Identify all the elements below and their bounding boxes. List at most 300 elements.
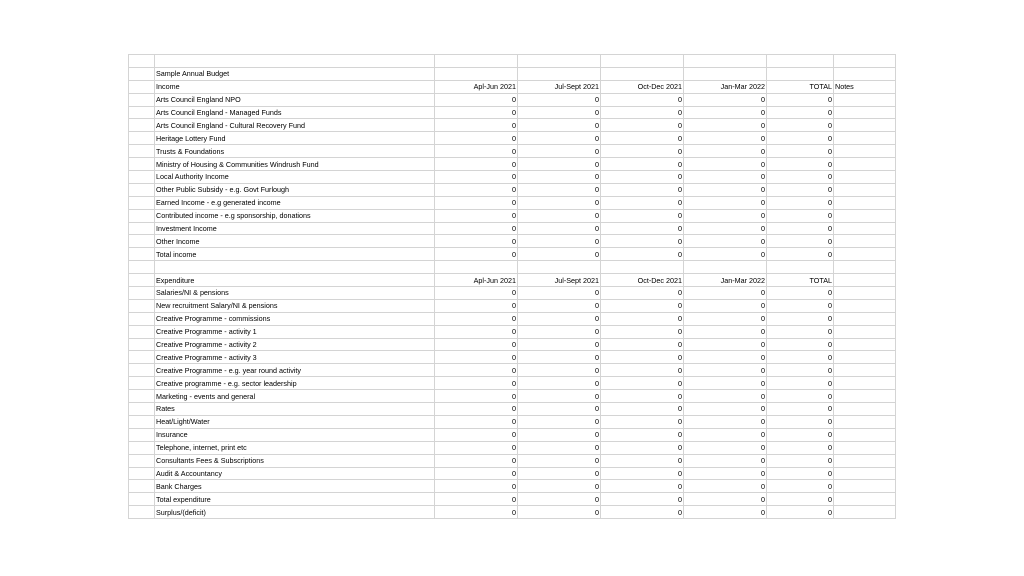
notes-cell[interactable] — [834, 196, 896, 209]
expenditure-row-value[interactable]: 0 — [601, 493, 684, 506]
empty-cell[interactable] — [129, 338, 155, 351]
expenditure-period-header[interactable]: Jan-Mar 2022 — [684, 274, 767, 287]
expenditure-row-label[interactable]: Creative Programme - commissions — [155, 312, 435, 325]
expenditure-row-value[interactable]: 0 — [601, 506, 684, 519]
expenditure-row-label[interactable]: New recruitment Salary/NI & pensions — [155, 299, 435, 312]
empty-cell[interactable] — [129, 67, 155, 80]
empty-cell[interactable] — [129, 506, 155, 519]
income-row-value[interactable]: 0 — [518, 145, 601, 158]
income-row-value[interactable]: 0 — [518, 106, 601, 119]
income-row-value[interactable]: 0 — [518, 209, 601, 222]
expenditure-row-value[interactable]: 0 — [601, 364, 684, 377]
notes-cell[interactable] — [834, 506, 896, 519]
empty-cell[interactable] — [518, 261, 601, 274]
income-row-value[interactable]: 0 — [601, 196, 684, 209]
empty-cell[interactable] — [767, 67, 834, 80]
income-row-label[interactable]: Contributed income - e.g sponsorship, donations — [155, 209, 435, 222]
empty-cell[interactable] — [834, 55, 896, 68]
empty-cell[interactable] — [129, 158, 155, 171]
income-row-value[interactable]: 0 — [684, 145, 767, 158]
expenditure-row-value[interactable]: 0 — [518, 377, 601, 390]
expenditure-row-value[interactable]: 0 — [518, 480, 601, 493]
expenditure-row-value[interactable]: 0 — [684, 338, 767, 351]
empty-cell[interactable] — [129, 493, 155, 506]
income-row-value[interactable]: 0 — [684, 158, 767, 171]
expenditure-row-value[interactable]: 0 — [601, 287, 684, 300]
income-row-value[interactable]: 0 — [601, 171, 684, 184]
expenditure-row-value[interactable]: 0 — [518, 312, 601, 325]
income-row-value[interactable]: 0 — [435, 93, 518, 106]
expenditure-row-value[interactable]: 0 — [435, 467, 518, 480]
income-row-value[interactable]: 0 — [684, 171, 767, 184]
expenditure-row-value[interactable]: 0 — [601, 312, 684, 325]
expenditure-row-value[interactable]: 0 — [435, 506, 518, 519]
income-row-value[interactable]: 0 — [518, 171, 601, 184]
notes-cell[interactable] — [834, 441, 896, 454]
empty-cell[interactable] — [129, 106, 155, 119]
expenditure-row-value[interactable]: 0 — [518, 506, 601, 519]
notes-cell[interactable] — [834, 325, 896, 338]
expenditure-row-value[interactable]: 0 — [684, 287, 767, 300]
expenditure-row — [129, 415, 896, 428]
empty-cell[interactable] — [129, 428, 155, 441]
empty-cell[interactable] — [129, 171, 155, 184]
expenditure-row-value[interactable]: 0 — [518, 351, 601, 364]
notes-cell[interactable] — [834, 209, 896, 222]
expenditure-row-value[interactable]: 0 — [435, 287, 518, 300]
income-row-value[interactable]: 0 — [684, 132, 767, 145]
income-row-value[interactable]: 0 — [435, 248, 518, 261]
empty-cell[interactable] — [129, 93, 155, 106]
income-row-value[interactable]: 0 — [435, 235, 518, 248]
income-row-label[interactable]: Other Income — [155, 235, 435, 248]
expenditure-row-value[interactable]: 0 — [518, 299, 601, 312]
expenditure-row-value[interactable]: 0 — [518, 403, 601, 416]
empty-cell[interactable] — [129, 415, 155, 428]
empty-cell[interactable] — [601, 67, 684, 80]
expenditure-row-value[interactable]: 0 — [684, 415, 767, 428]
expenditure-total-header[interactable]: TOTAL — [767, 274, 834, 287]
income-row-total[interactable]: 0 — [767, 235, 834, 248]
expenditure-row — [129, 364, 896, 377]
empty-cell[interactable] — [129, 55, 155, 68]
empty-cell[interactable] — [129, 364, 155, 377]
income-row-label[interactable]: Investment Income — [155, 222, 435, 235]
empty-cell[interactable] — [129, 132, 155, 145]
empty-cell[interactable] — [129, 119, 155, 132]
income-row-value[interactable]: 0 — [684, 196, 767, 209]
expenditure-row-total[interactable]: 0 — [767, 415, 834, 428]
expenditure-row-value[interactable]: 0 — [684, 480, 767, 493]
expenditure-row-value[interactable]: 0 — [684, 312, 767, 325]
empty-cell[interactable] — [684, 67, 767, 80]
notes-cell[interactable] — [834, 338, 896, 351]
income-row — [129, 158, 896, 171]
expenditure-row — [129, 506, 896, 519]
income-row-value[interactable]: 0 — [601, 209, 684, 222]
empty-cell[interactable] — [129, 390, 155, 403]
notes-cell[interactable] — [834, 364, 896, 377]
expenditure-row-label[interactable]: Salaries/NI & pensions — [155, 287, 435, 300]
income-row — [129, 222, 896, 235]
expenditure-row-value[interactable]: 0 — [601, 351, 684, 364]
expenditure-row-total[interactable]: 0 — [767, 351, 834, 364]
expenditure-row-label[interactable]: Surplus/(deficit) — [155, 506, 435, 519]
notes-cell[interactable] — [834, 351, 896, 364]
empty-cell[interactable] — [834, 261, 896, 274]
expenditure-row-value[interactable]: 0 — [435, 351, 518, 364]
empty-cell[interactable] — [129, 441, 155, 454]
notes-cell[interactable] — [834, 93, 896, 106]
income-period-header[interactable]: Apl-Jun 2021 — [435, 80, 518, 93]
income-row-value[interactable]: 0 — [518, 222, 601, 235]
expenditure-row-value[interactable]: 0 — [435, 312, 518, 325]
expenditure-row-value[interactable]: 0 — [435, 390, 518, 403]
income-period-header[interactable]: Jul-Sept 2021 — [518, 80, 601, 93]
expenditure-row-value[interactable]: 0 — [684, 351, 767, 364]
empty-cell[interactable] — [129, 145, 155, 158]
empty-cell[interactable] — [129, 299, 155, 312]
notes-cell[interactable] — [834, 312, 896, 325]
empty-cell[interactable] — [129, 235, 155, 248]
notes-cell[interactable] — [834, 390, 896, 403]
income-row-value[interactable]: 0 — [435, 119, 518, 132]
income-row-value[interactable]: 0 — [435, 145, 518, 158]
empty-cell[interactable] — [129, 248, 155, 261]
income-row-value[interactable]: 0 — [601, 235, 684, 248]
expenditure-row-value[interactable]: 0 — [518, 390, 601, 403]
expenditure-row-value[interactable]: 0 — [601, 428, 684, 441]
expenditure-row-value[interactable]: 0 — [435, 454, 518, 467]
expenditure-row-value[interactable]: 0 — [684, 299, 767, 312]
income-row-value[interactable]: 0 — [518, 183, 601, 196]
expenditure-row-label[interactable]: Total expenditure — [155, 493, 435, 506]
empty-cell[interactable] — [518, 67, 601, 80]
empty-cell[interactable] — [129, 183, 155, 196]
income-row-label[interactable]: Other Public Subsidy - e.g. Govt Furlough — [155, 183, 435, 196]
income-row-value[interactable]: 0 — [684, 183, 767, 196]
income-row-value[interactable]: 0 — [435, 183, 518, 196]
income-row-value[interactable]: 0 — [601, 158, 684, 171]
expenditure-row-value[interactable]: 0 — [435, 325, 518, 338]
notes-cell[interactable] — [834, 287, 896, 300]
income-row-value[interactable]: 0 — [518, 235, 601, 248]
income-row-value[interactable]: 0 — [684, 119, 767, 132]
expenditure-row-label[interactable]: Rates — [155, 403, 435, 416]
expenditure-header-label[interactable]: Expenditure — [155, 274, 435, 287]
income-row-value[interactable]: 0 — [518, 158, 601, 171]
expenditure-row-value[interactable]: 0 — [684, 493, 767, 506]
income-row-value[interactable]: 0 — [601, 106, 684, 119]
expenditure-row-value[interactable]: 0 — [601, 390, 684, 403]
notes-cell[interactable] — [834, 222, 896, 235]
income-row-value[interactable]: 0 — [518, 196, 601, 209]
expenditure-row-total[interactable]: 0 — [767, 287, 834, 300]
notes-cell[interactable] — [834, 145, 896, 158]
empty-cell[interactable] — [435, 55, 518, 68]
income-row-total[interactable]: 0 — [767, 93, 834, 106]
empty-cell[interactable] — [129, 351, 155, 364]
expenditure-row-total[interactable]: 0 — [767, 441, 834, 454]
income-total-header[interactable]: TOTAL — [767, 80, 834, 93]
income-row-value[interactable]: 0 — [601, 93, 684, 106]
empty-cell[interactable] — [129, 287, 155, 300]
expenditure-row-value[interactable]: 0 — [435, 403, 518, 416]
income-row-label[interactable]: Earned Income - e.g generated income — [155, 196, 435, 209]
income-row-total[interactable]: 0 — [767, 209, 834, 222]
notes-cell[interactable] — [834, 299, 896, 312]
expenditure-row-label[interactable]: Creative Programme - activity 3 — [155, 351, 435, 364]
notes-cell[interactable] — [834, 248, 896, 261]
income-row-label[interactable]: Local Authority Income — [155, 171, 435, 184]
notes-cell[interactable] — [834, 106, 896, 119]
income-row-total[interactable]: 0 — [767, 183, 834, 196]
empty-cell[interactable] — [129, 454, 155, 467]
empty-cell[interactable] — [684, 55, 767, 68]
expenditure-row-value[interactable]: 0 — [435, 480, 518, 493]
income-row-label[interactable]: Heritage Lottery Fund — [155, 132, 435, 145]
expenditure-row-value[interactable]: 0 — [601, 480, 684, 493]
income-row-value[interactable]: 0 — [435, 171, 518, 184]
empty-cell[interactable] — [129, 312, 155, 325]
expenditure-row-value[interactable]: 0 — [601, 325, 684, 338]
empty-cell[interactable] — [834, 67, 896, 80]
expenditure-row-total[interactable]: 0 — [767, 467, 834, 480]
income-row-value[interactable]: 0 — [601, 132, 684, 145]
notes-cell[interactable] — [834, 119, 896, 132]
expenditure-row-value[interactable]: 0 — [601, 299, 684, 312]
expenditure-row — [129, 454, 896, 467]
notes-cell[interactable] — [834, 403, 896, 416]
income-row-value[interactable]: 0 — [601, 222, 684, 235]
income-row-value[interactable]: 0 — [518, 248, 601, 261]
notes-cell[interactable] — [834, 235, 896, 248]
income-row-total[interactable]: 0 — [767, 158, 834, 171]
income-row-value[interactable]: 0 — [518, 93, 601, 106]
income-row-value[interactable]: 0 — [601, 248, 684, 261]
income-row-value[interactable]: 0 — [684, 106, 767, 119]
empty-cell[interactable] — [129, 222, 155, 235]
income-row-total[interactable]: 0 — [767, 171, 834, 184]
income-row — [129, 171, 896, 184]
expenditure-row-total[interactable]: 0 — [767, 312, 834, 325]
income-row-value[interactable]: 0 — [435, 106, 518, 119]
income-row — [129, 235, 896, 248]
expenditure-row-value[interactable]: 0 — [435, 299, 518, 312]
expenditure-row-value[interactable]: 0 — [684, 428, 767, 441]
income-row-value[interactable]: 0 — [684, 248, 767, 261]
income-row-label[interactable]: Trusts & Foundations — [155, 145, 435, 158]
expenditure-row-value[interactable]: 0 — [518, 493, 601, 506]
income-row-value[interactable]: 0 — [601, 145, 684, 158]
notes-cell[interactable] — [834, 171, 896, 184]
income-row-total[interactable]: 0 — [767, 132, 834, 145]
expenditure-row-total[interactable]: 0 — [767, 338, 834, 351]
empty-cell[interactable] — [129, 377, 155, 390]
income-row-value[interactable]: 0 — [435, 132, 518, 145]
income-row-value[interactable]: 0 — [684, 222, 767, 235]
expenditure-row-value[interactable]: 0 — [518, 338, 601, 351]
empty-cell[interactable] — [767, 261, 834, 274]
empty-cell[interactable] — [518, 55, 601, 68]
expenditure-period-header[interactable]: Apl-Jun 2021 — [435, 274, 518, 287]
empty-cell[interactable] — [435, 67, 518, 80]
expenditure-row-value[interactable]: 0 — [435, 338, 518, 351]
expenditure-row-label[interactable]: Telephone, internet, print etc — [155, 441, 435, 454]
empty-cell[interactable] — [129, 467, 155, 480]
income-row-value[interactable]: 0 — [435, 209, 518, 222]
expenditure-row-total[interactable]: 0 — [767, 377, 834, 390]
income-header-label[interactable]: Income — [155, 80, 435, 93]
empty-cell[interactable] — [155, 55, 435, 68]
income-row-value[interactable]: 0 — [684, 93, 767, 106]
title-row — [129, 67, 896, 80]
income-row-value[interactable]: 0 — [435, 158, 518, 171]
expenditure-row-value[interactable]: 0 — [435, 415, 518, 428]
expenditure-row-total[interactable]: 0 — [767, 390, 834, 403]
empty-cell[interactable] — [155, 261, 435, 274]
income-period-header[interactable]: Jan-Mar 2022 — [684, 80, 767, 93]
income-row-total[interactable]: 0 — [767, 145, 834, 158]
expenditure-row-total[interactable]: 0 — [767, 454, 834, 467]
empty-cell[interactable] — [129, 403, 155, 416]
expenditure-row-value[interactable]: 0 — [518, 428, 601, 441]
expenditure-row-value[interactable]: 0 — [601, 454, 684, 467]
expenditure-row-total[interactable]: 0 — [767, 364, 834, 377]
income-row-value[interactable]: 0 — [435, 196, 518, 209]
notes-cell[interactable] — [834, 158, 896, 171]
empty-cell[interactable] — [129, 196, 155, 209]
income-row — [129, 106, 896, 119]
expenditure-row-total[interactable]: 0 — [767, 403, 834, 416]
income-row — [129, 93, 896, 106]
income-row — [129, 145, 896, 158]
empty-cell[interactable] — [435, 261, 518, 274]
income-row-total[interactable]: 0 — [767, 248, 834, 261]
income-row-value[interactable]: 0 — [601, 183, 684, 196]
expenditure-row-value[interactable]: 0 — [684, 364, 767, 377]
expenditure-row-value[interactable]: 0 — [684, 403, 767, 416]
expenditure-row-value[interactable]: 0 — [684, 506, 767, 519]
income-row-value[interactable]: 0 — [518, 132, 601, 145]
income-row-label[interactable]: Total income — [155, 248, 435, 261]
income-row-value[interactable]: 0 — [601, 119, 684, 132]
expenditure-row-total[interactable]: 0 — [767, 493, 834, 506]
expenditure-row-label[interactable]: Audit & Accountancy — [155, 467, 435, 480]
notes-cell[interactable] — [834, 132, 896, 145]
expenditure-row-total[interactable]: 0 — [767, 325, 834, 338]
expenditure-row-label[interactable]: Creative Programme - e.g. year round activity — [155, 364, 435, 377]
expenditure-row-value[interactable]: 0 — [518, 467, 601, 480]
expenditure-row-value[interactable]: 0 — [518, 325, 601, 338]
notes-cell[interactable] — [834, 454, 896, 467]
expenditure-row-value[interactable]: 0 — [684, 441, 767, 454]
income-row-label[interactable]: Arts Council England NPO — [155, 93, 435, 106]
expenditure-row-value[interactable]: 0 — [518, 287, 601, 300]
expenditure-row-label[interactable]: Creative Programme - activity 1 — [155, 325, 435, 338]
expenditure-row-value[interactable]: 0 — [518, 454, 601, 467]
empty-cell[interactable] — [129, 480, 155, 493]
expenditure-row-value[interactable]: 0 — [435, 364, 518, 377]
income-row-total[interactable]: 0 — [767, 196, 834, 209]
notes-cell[interactable] — [834, 428, 896, 441]
expenditure-period-header[interactable]: Jul-Sept 2021 — [518, 274, 601, 287]
expenditure-row-label[interactable]: Creative programme - e.g. sector leadership — [155, 377, 435, 390]
expenditure-row-label[interactable]: Marketing - events and general — [155, 390, 435, 403]
expenditure-row-total[interactable]: 0 — [767, 480, 834, 493]
income-period-header[interactable]: Oct-Dec 2021 — [601, 80, 684, 93]
expenditure-row-value[interactable]: 0 — [435, 428, 518, 441]
income-row-total[interactable]: 0 — [767, 222, 834, 235]
expenditure-row-value[interactable]: 0 — [684, 390, 767, 403]
expenditure-row-label[interactable]: Consultants Fees & Subscriptions — [155, 454, 435, 467]
income-row-total[interactable]: 0 — [767, 106, 834, 119]
empty-cell[interactable] — [129, 274, 155, 287]
empty-cell[interactable] — [129, 261, 155, 274]
empty-cell[interactable] — [601, 261, 684, 274]
notes-cell[interactable] — [834, 467, 896, 480]
income-row-value[interactable]: 0 — [435, 222, 518, 235]
expenditure-row-total[interactable]: 0 — [767, 428, 834, 441]
empty-cell[interactable] — [767, 55, 834, 68]
notes-cell[interactable] — [834, 377, 896, 390]
expenditure-row-value[interactable]: 0 — [518, 415, 601, 428]
empty-cell[interactable] — [129, 209, 155, 222]
empty-cell[interactable] — [601, 55, 684, 68]
empty-cell[interactable] — [684, 261, 767, 274]
expenditure-row-value[interactable]: 0 — [518, 364, 601, 377]
expenditure-row-label[interactable]: Bank Charges — [155, 480, 435, 493]
expenditure-row-value[interactable]: 0 — [601, 415, 684, 428]
expenditure-row-value[interactable]: 0 — [684, 325, 767, 338]
expenditure-row-total[interactable]: 0 — [767, 299, 834, 312]
expenditure-notes-header[interactable] — [834, 274, 896, 287]
notes-cell[interactable] — [834, 480, 896, 493]
expenditure-row-value[interactable]: 0 — [601, 377, 684, 390]
expenditure-row-value[interactable]: 0 — [601, 403, 684, 416]
expenditure-row-label[interactable]: Heat/Light/Water — [155, 415, 435, 428]
expenditure-row-label[interactable]: Insurance — [155, 428, 435, 441]
expenditure-row-value[interactable]: 0 — [518, 441, 601, 454]
expenditure-row-value[interactable]: 0 — [684, 377, 767, 390]
expenditure-row-total[interactable]: 0 — [767, 506, 834, 519]
expenditure-row-value[interactable]: 0 — [435, 441, 518, 454]
empty-cell[interactable] — [129, 80, 155, 93]
notes-cell[interactable] — [834, 183, 896, 196]
income-row-total[interactable]: 0 — [767, 119, 834, 132]
income-row-value[interactable]: 0 — [684, 235, 767, 248]
expenditure-row-value[interactable]: 0 — [684, 467, 767, 480]
expenditure-row-value[interactable]: 0 — [601, 441, 684, 454]
expenditure-row-value[interactable]: 0 — [684, 454, 767, 467]
empty-cell[interactable] — [129, 325, 155, 338]
notes-cell[interactable] — [834, 493, 896, 506]
notes-cell[interactable] — [834, 415, 896, 428]
income-notes-header[interactable]: Notes — [834, 80, 896, 93]
expenditure-row-value[interactable]: 0 — [435, 493, 518, 506]
expenditure-period-header[interactable]: Oct-Dec 2021 — [601, 274, 684, 287]
expenditure-row-value[interactable]: 0 — [601, 338, 684, 351]
income-row-label[interactable]: Ministry of Housing & Communities Windrush Fund — [155, 158, 435, 171]
expenditure-row-value[interactable]: 0 — [601, 467, 684, 480]
sheet-title[interactable]: Sample Annual Budget — [155, 67, 435, 80]
income-row-label[interactable]: Arts Council England - Managed Funds — [155, 106, 435, 119]
income-row-label[interactable]: Arts Council England - Cultural Recovery Fund — [155, 119, 435, 132]
expenditure-row-value[interactable]: 0 — [435, 377, 518, 390]
income-row-value[interactable]: 0 — [518, 119, 601, 132]
income-row-value[interactable]: 0 — [684, 209, 767, 222]
expenditure-row-label[interactable]: Creative Programme - activity 2 — [155, 338, 435, 351]
